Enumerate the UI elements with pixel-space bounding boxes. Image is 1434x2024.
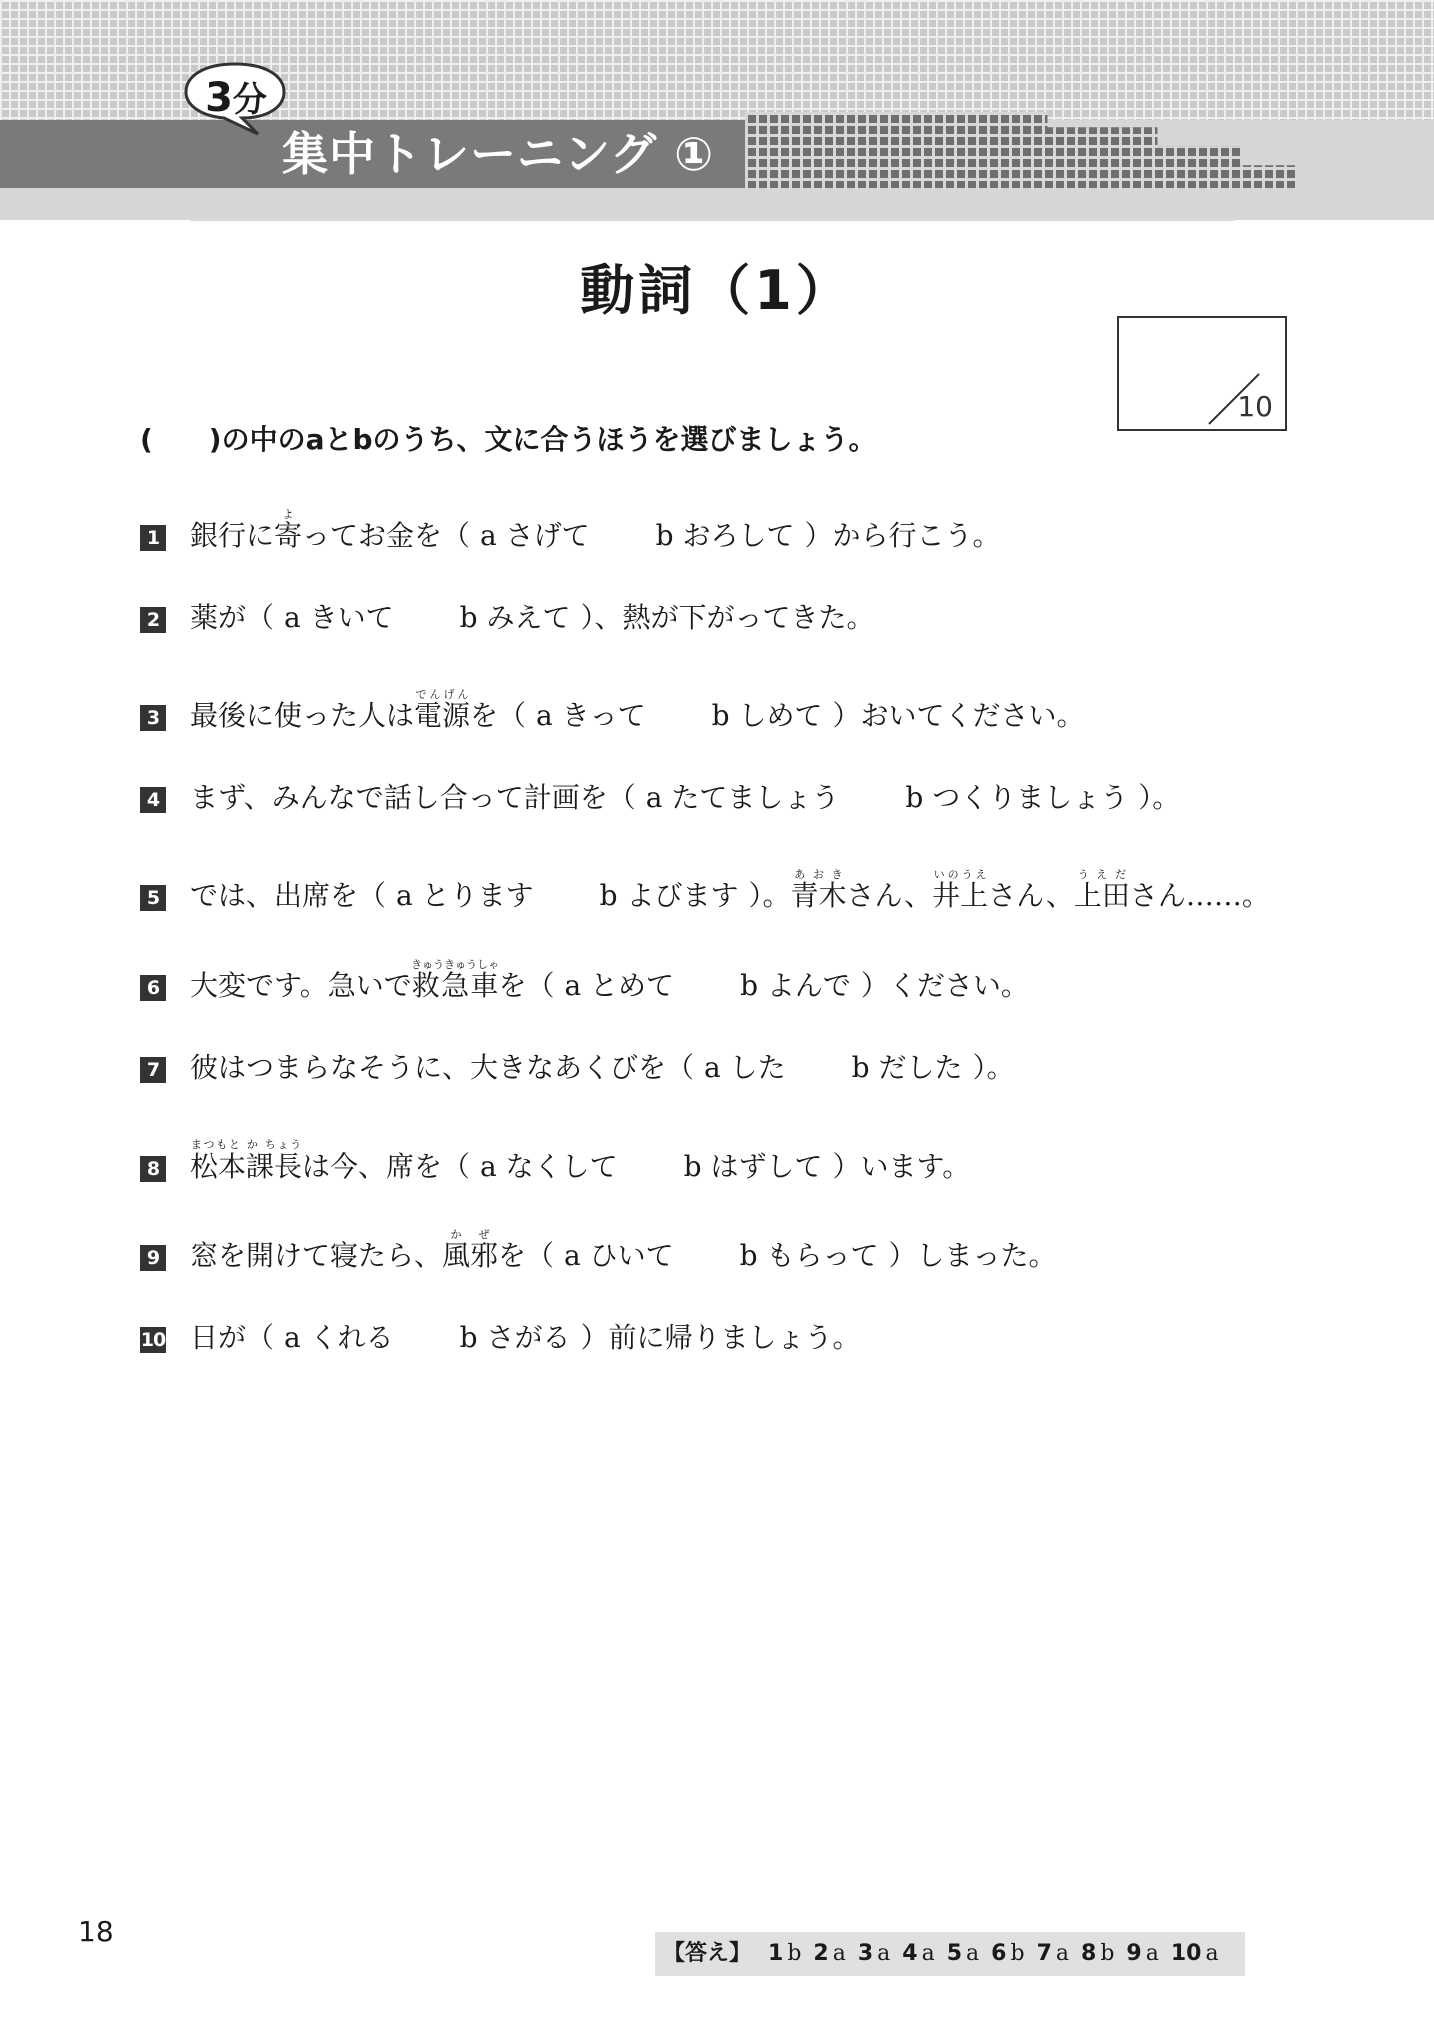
answer-number: 5 <box>946 1941 963 1966</box>
question-row <box>140 778 1180 818</box>
furigana-word <box>414 688 471 732</box>
answer-key-label: 【答え】 <box>663 1941 752 1966</box>
answer-item <box>991 1941 1024 1966</box>
furigana-reading: きゅうきゅうしゃ <box>411 958 500 971</box>
question-row <box>140 1138 971 1183</box>
option-a[interactable]: a した <box>704 1051 786 1084</box>
question-row <box>140 958 1029 1002</box>
name-suffix: さん……。 <box>1129 879 1270 912</box>
answer-number: 2 <box>813 1941 829 1966</box>
time-badge-number: 3 <box>205 75 233 121</box>
answer-value: a <box>1145 1941 1159 1966</box>
score-total: 10 <box>1237 390 1273 423</box>
question-number: 2 <box>140 607 166 633</box>
question-text-post: ）います。 <box>832 1150 971 1183</box>
answer-item <box>947 1941 979 1966</box>
time-badge-text <box>194 72 278 121</box>
page-number: 18 <box>78 1915 114 1948</box>
furigana-reading: いのうえ <box>932 868 989 881</box>
question-number: 7 <box>140 1057 166 1083</box>
furigana-name <box>1073 868 1130 912</box>
question-text-pre: 最後に使った人は <box>190 699 415 732</box>
option-a[interactable]: a たてましょう <box>645 781 840 814</box>
answer-value: a <box>877 1941 891 1966</box>
answer-number: 1 <box>768 1941 784 1966</box>
question-number: 3 <box>140 705 166 731</box>
question-number: 5 <box>140 885 166 911</box>
question-row <box>140 1228 1057 1272</box>
option-a[interactable]: a きいて <box>284 601 394 634</box>
furigana-base: 上田 <box>1073 879 1130 912</box>
answer-value: b <box>787 1941 802 1966</box>
option-b[interactable]: b よんで <box>740 969 851 1002</box>
answer-number: 10 <box>1170 1941 1202 1966</box>
furigana-reading: うえだ <box>1073 868 1130 881</box>
furigana-reading: あおき <box>790 868 847 881</box>
option-b[interactable]: b もらって <box>739 1239 879 1272</box>
question-number: 9 <box>140 1245 166 1271</box>
option-b[interactable]: b おろして <box>655 519 795 552</box>
question-text-post: ）前に帰りましょう。 <box>580 1321 861 1354</box>
question-text-pre: 銀行に <box>190 519 275 552</box>
furigana-reading: よ <box>274 508 303 521</box>
answer-item <box>858 1941 890 1966</box>
option-b[interactable]: b さがる <box>459 1321 571 1354</box>
option-a[interactable]: a とめて <box>564 969 675 1002</box>
furigana-reading: かぜ <box>442 1228 499 1241</box>
question-text-post: ）。 <box>1138 781 1181 814</box>
question-row <box>140 1048 1014 1088</box>
time-badge <box>180 60 290 136</box>
question-text-mid: ってお金を（ <box>302 519 471 552</box>
furigana-word <box>411 958 500 1002</box>
furigana-base: 寄 <box>274 519 303 552</box>
question-row <box>140 1318 860 1358</box>
question-text-mid: を（ <box>498 1239 555 1272</box>
question-text-post: ）しまった。 <box>888 1239 1057 1272</box>
question-row <box>140 868 1270 912</box>
answer-item <box>813 1941 845 1966</box>
question-row <box>140 598 874 638</box>
question-row <box>140 688 1085 732</box>
question-text-pre: 日が（ <box>190 1321 275 1354</box>
option-b[interactable]: b しめて <box>711 699 823 732</box>
question-number: 1 <box>140 525 166 551</box>
question-text-pre: まず、みんなで話し合って計画を（ <box>190 781 636 814</box>
answer-number: 3 <box>857 1941 874 1966</box>
question-text-post: ）おいてください。 <box>832 699 1085 732</box>
option-a[interactable]: a なくして <box>480 1150 618 1183</box>
answer-item <box>768 1941 801 1966</box>
question-text-mid: を（ <box>498 969 555 1002</box>
answer-value: a <box>966 1941 980 1966</box>
answer-item <box>902 1941 934 1966</box>
question-text-pre: では、出席を（ <box>190 879 387 912</box>
question-text-post: ）、熱が下がってきた。 <box>580 601 875 634</box>
furigana-base: 青木 <box>790 879 847 912</box>
option-a[interactable]: a とります <box>396 879 534 912</box>
furigana-word <box>190 1138 303 1183</box>
question-text-mid: は今、席を（ <box>302 1150 471 1183</box>
answer-item <box>1081 1941 1114 1966</box>
answer-key-items <box>768 1941 1231 1966</box>
furigana-base: 井上 <box>932 879 989 912</box>
answer-number: 4 <box>902 1941 918 1966</box>
question-number: 4 <box>140 787 166 813</box>
answer-item <box>1037 1941 1069 1966</box>
answer-number: 9 <box>1126 1941 1142 1966</box>
furigana-base: 電源 <box>414 699 471 732</box>
answer-value: a <box>832 1941 846 1966</box>
answer-value: a <box>1055 1941 1070 1966</box>
question-number: 6 <box>140 975 166 1001</box>
section-title: 集中トレーニング ① <box>282 127 715 181</box>
question-number: 8 <box>140 1156 166 1182</box>
question-text-post: ）から行こう。 <box>804 519 1001 552</box>
question-text-mid: を（ <box>470 699 527 732</box>
answer-value: a <box>921 1941 935 1966</box>
furigana-word <box>442 1228 499 1272</box>
option-a[interactable]: a ひいて <box>564 1239 674 1272</box>
answer-number: 7 <box>1036 1941 1052 1966</box>
question-text-post: ）。 <box>748 879 791 912</box>
answer-value: b <box>1100 1941 1115 1966</box>
furigana-reading: まつもと か ちょう <box>190 1138 303 1151</box>
name-suffix: さん、 <box>988 879 1074 912</box>
question-text-pre: 窓を開けて寝たら、 <box>190 1239 443 1272</box>
furigana-base: 松本課長 <box>190 1150 303 1183</box>
question-number: 10 <box>140 1328 166 1351</box>
option-b[interactable]: b よびます <box>599 879 739 912</box>
header-divider <box>190 219 1235 221</box>
name-suffix: さん、 <box>846 879 933 912</box>
answer-number: 8 <box>1081 1941 1097 1966</box>
question-row <box>140 508 1001 552</box>
option-b[interactable]: b はずして <box>683 1150 823 1183</box>
furigana-base: 救急車 <box>411 969 500 1002</box>
answer-value: a <box>1205 1941 1219 1966</box>
option-a[interactable]: a さげて <box>480 519 590 552</box>
option-a[interactable]: a くれる <box>284 1321 394 1354</box>
answer-value: b <box>1010 1941 1025 1966</box>
instruction: ( )の中のaとbのうち、文に合うほうを選びましょう。 <box>140 423 877 456</box>
question-text-pre: 大変です。急いで <box>190 969 412 1002</box>
score-box <box>1117 316 1287 431</box>
question-text-pre: 薬が（ <box>190 601 275 634</box>
furigana-name <box>790 868 847 912</box>
answer-item <box>1171 1941 1219 1966</box>
answer-key <box>655 1932 1245 1976</box>
furigana-reading: でんげん <box>414 688 471 701</box>
option-b[interactable]: b だした <box>851 1051 963 1084</box>
question-text-post: ）。 <box>972 1051 1015 1084</box>
question-text-post: ）ください。 <box>860 969 1029 1002</box>
question-text-pre: 彼はつまらなそうに、大きなあくびを（ <box>190 1051 695 1084</box>
page-title: 動詞（1） <box>580 259 854 322</box>
answer-number: 6 <box>991 1941 1007 1966</box>
option-a[interactable]: a きって <box>536 699 646 732</box>
time-badge-unit: 分 <box>232 80 267 120</box>
option-b[interactable]: b みえて <box>459 601 571 634</box>
furigana-word <box>274 508 303 552</box>
furigana-base: 風邪 <box>442 1239 499 1272</box>
furigana-name <box>932 868 989 912</box>
option-b[interactable]: b つくりましょう <box>905 781 1129 814</box>
answer-item <box>1126 1941 1158 1966</box>
